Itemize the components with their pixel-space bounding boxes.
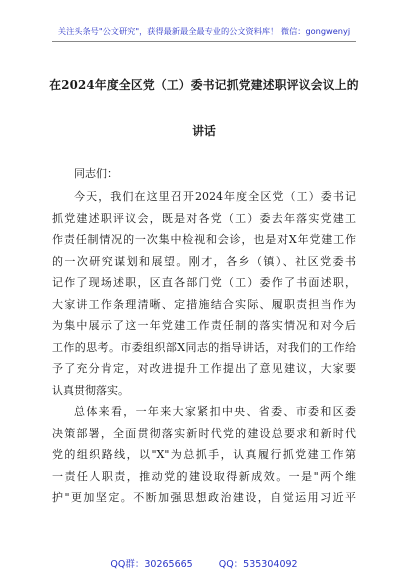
paragraph-line: 认真贯彻落实。 <box>52 383 129 397</box>
paragraph-line: 工作的思考。市委组织部X同志的指导讲话，对我们的工作给 <box>52 340 356 354</box>
header-banner: 关注头条号"公文研究"，获得最新最全最专业的公文资料库！ 微信：gongwenyj <box>57 26 351 36</box>
paragraph-line: 总体来看，一年来大家紧扣中央、省委、市委和区委 <box>74 405 356 418</box>
paragraph-line: 一责任人职责，推动党的建设取得新成效。一是"两个维 <box>52 469 356 483</box>
paragraph-line: 为集中展示了这一年党建工作责任制的落实情况和对今后 <box>52 319 356 332</box>
paragraph-line: 党的组织路线，以"X"为总抓手，认真履行抓党建工作第 <box>52 448 356 461</box>
paragraph-line: 的一次研究谋划和展望。刚才，各乡（镇）、社区党委书 <box>52 254 356 268</box>
footer-contacts <box>0 556 408 570</box>
paragraph-line: 抓党建述职评议会，既是对各党（工）委去年落实党建工 <box>52 211 356 225</box>
document-title-continuation: 讲话 <box>192 124 216 138</box>
paragraph-line: 护"更加坚定。不断加强思想政治建设，自觉运用习近平 <box>52 491 356 504</box>
paragraph-1 <box>52 186 356 401</box>
header-divider <box>52 41 356 42</box>
footer-qq-group: QQ群：30265665 <box>110 559 193 570</box>
footer-qq-number: QQ：535304092 <box>218 559 298 570</box>
paragraph-line: 大家讲工作条理清晰、定措施结合实际、履职责担当作为 <box>52 297 356 311</box>
paragraph-line: 作责任制情况的一次集中检视和会诊，也是对X年党建工作 <box>52 233 356 246</box>
paragraph-line: 记作了现场述职，区直各部门党（工）委作了书面述职， <box>52 276 356 289</box>
paragraph-line: 决策部署，全面贯彻落实新时代党的建设总要求和新时代 <box>52 426 356 440</box>
paragraph-line: 今天，我们在这里召开2024年度全区党（工）委书记 <box>74 190 356 203</box>
paragraph-2 <box>52 401 356 509</box>
paragraph-line: 予了充分肯定，对改进提升工作提出了意见建议，大家要 <box>52 362 356 375</box>
document-body <box>52 162 356 509</box>
document-title: 在2024年度全区党（工）委书记抓党建述职评议会议上的 <box>49 78 359 92</box>
salutation: 同志们： <box>74 167 118 180</box>
